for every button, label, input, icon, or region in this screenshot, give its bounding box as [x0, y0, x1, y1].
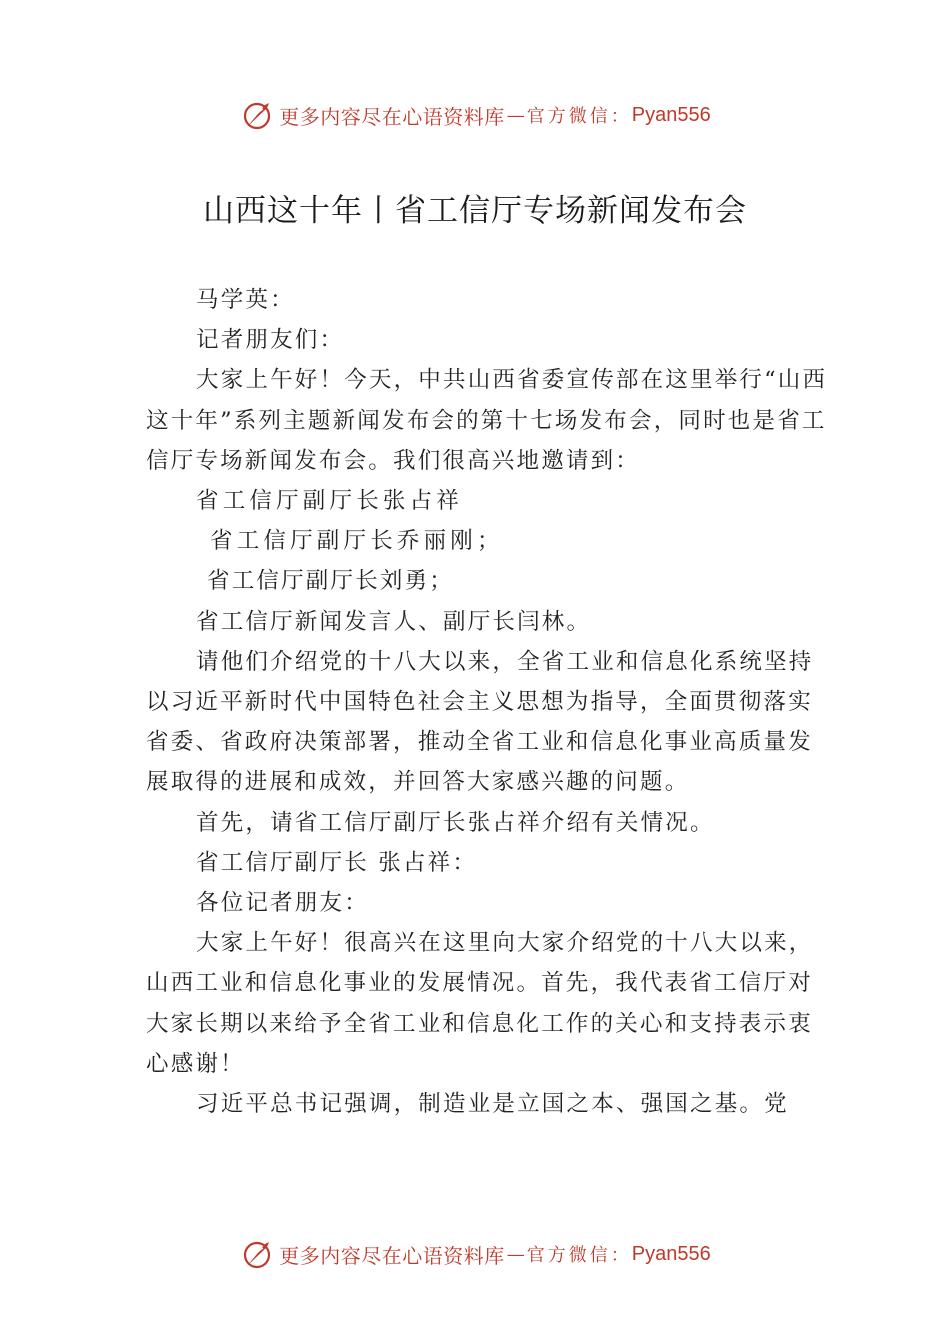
footer-banner — [0, 1234, 950, 1274]
banner-text: 更多内容尽在心语资料库 — [279, 1243, 505, 1268]
paragraph: 各位记者朋友： — [196, 890, 369, 917]
banner-dash: — — [506, 1243, 525, 1265]
paragraph: 大家上午好！很高兴在这里向大家介绍党的十八大以来，山西工业和信息化事业的发展情况。首先，我代表省工信厅对大家长期以来给予全省工业和信息化工作的关心和支持表示衷心感谢！ — [146, 930, 814, 1077]
paragraph: 马学英： — [196, 287, 295, 313]
document-title: 山西这十年丨省工信厅专场新闻发布会 — [203, 193, 747, 229]
wechat-label: 官方微信： — [526, 1245, 632, 1266]
paragraph: 省工信厅副厅长张占祥 — [196, 488, 464, 515]
paragraph: 请他们介绍党的十八大以来，全省工业和信息化系统坚持以习近平新时代中国特色社会主义思想为指导，全面贯彻落实省委、省政府决策部署，推动全省工业和信息化事业高质量发展取得的进展和成效，并回答大家感兴趣的问题。 — [146, 648, 814, 796]
paragraph: 首先，请省工信厅副厅长张占祥介绍有关情况。 — [196, 809, 715, 836]
paragraph: 省工信厅新闻发言人、副厅长闫林。 — [196, 608, 592, 635]
wechat-id: Pyan556 — [631, 1242, 711, 1265]
banner-dash: — — [506, 104, 525, 126]
banner-text: 更多内容尽在心语资料库 — [279, 104, 505, 129]
paragraph: 大家上午好！今天，中共山西省委宣传部在这里举行“山西这十年”系列主题新闻发布会的第十七场发布会，同时也是省工信厅专场新闻发布会。我们很高兴地邀请到： — [146, 367, 828, 474]
paragraph: 习近平总书记强调，制造业是立国之本、强国之基。党 — [196, 1091, 789, 1118]
paragraph: 省工信厅副厅长乔丽刚； — [210, 528, 504, 555]
wechat-id: Pyan556 — [631, 103, 711, 126]
quill-logo-icon — [239, 1236, 275, 1272]
paragraph: 记者朋友们： — [196, 327, 345, 354]
quill-logo-icon — [239, 97, 275, 133]
paragraph: 省工信厅副厅长刘勇； — [207, 568, 455, 595]
header-banner — [0, 95, 950, 135]
document-body — [146, 280, 836, 1124]
wechat-label: 官方微信： — [526, 106, 632, 127]
paragraph: 省工信厅副厅长 张占祥： — [196, 849, 478, 876]
